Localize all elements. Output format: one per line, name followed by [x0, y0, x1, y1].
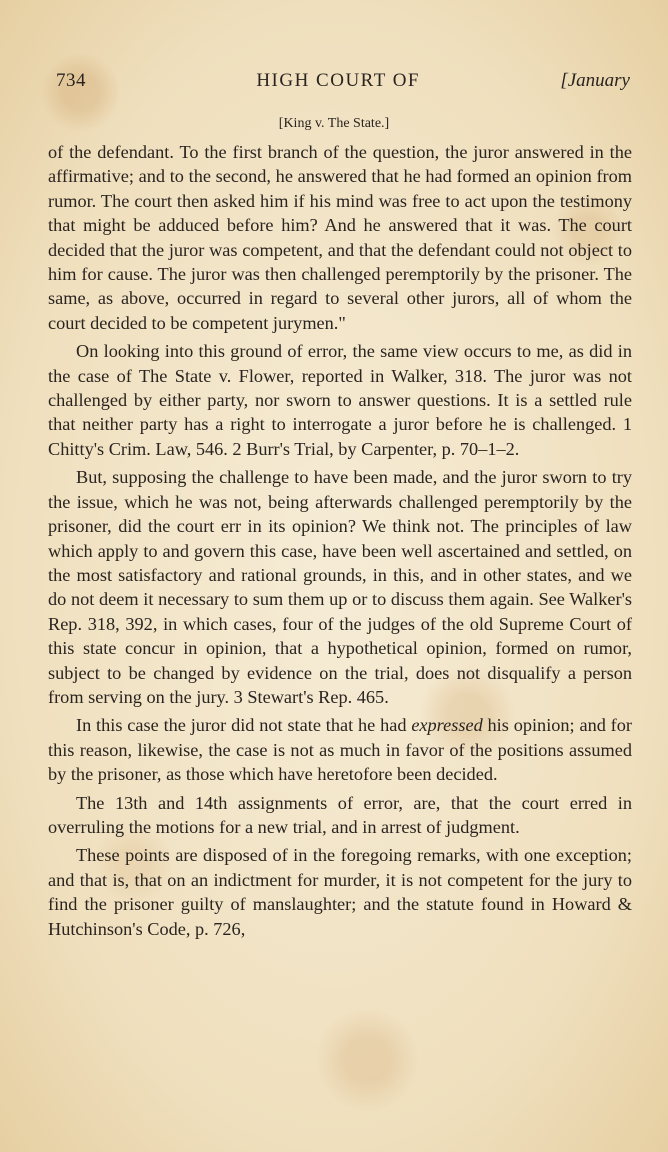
- paragraph-exception: These points are disposed of in the foregoing remarks, with one exception; and that is, that on an indictment for murder, it is not competent for the jury to find the prisoner guilty of manslaughter; and the statute found in Howard & Hutchinson's Code, p. 726,: [48, 845, 632, 939]
- body-text: [48, 140, 632, 941]
- paragraph-text-before: In this case the juror did not state that he had: [76, 715, 412, 736]
- paragraph-assignments: The 13th and 14th assignments of error, are, that the court erred in overruling the motions for a new trial, and in arrest of judgment.: [48, 792, 632, 837]
- running-title: HIGH COURT OF: [256, 70, 421, 91]
- emphasized-word: expressed: [411, 715, 483, 736]
- paragraph-expressed-opinion: [48, 713, 632, 786]
- page-number: 734: [56, 70, 86, 91]
- page-header: [56, 70, 630, 102]
- paragraph-ground-of-error: On looking into this ground of error, the same view occurs to me, as did in the case of The State v. Flower, reported in Walker, 318. The juror was not challenged by either party, nor sworn to answer questions. It is a settled rule that neither party has a right to interrogate a juror before he is challenged. 1 Chitty's Crim. Law, 546. 2 Burr's Trial, by Carpenter, p. 70–1–2.: [48, 341, 632, 459]
- running-date: [January: [560, 70, 630, 91]
- paragraph-challenge: But, supposing the challenge to have been made, and the juror sworn to try the issue, which he was not, being afterwards challenged peremptorily by the prisoner, did the court err in its opinion? We think not. The principles of law which apply to and govern this case, have been well ascertained and settled, on the most satisfactory and rational grounds, in this, and in other states, and we do not deem it necessary to sum them up or to discuss them again. See Walker's Rep. 318, 392, in which cases, four of the judges of the old Supreme Court of this state concur in opinion, that a hypothetical opinion, formed on rumor, subject to be changed by evidence on the trial, does not disqualify a person from serving on the jury. 3 Stewart's Rep. 465.: [48, 467, 632, 707]
- paragraph-continuation: of the defendant. To the first branch of the question, the juror answered in the affirmative; and to the second, he answered that he had formed an opinion from rumor. The court then asked him if his mind was free to act upon the testimony that might be adduced before him? And he answered that it was. The court decided that the juror was competent, and that the defendant could not object to him for cause. The juror was then challenged peremptorily by the prisoner. The same, as above, occurred in regard to several other jurors, all of whom the court decided to be competent jurymen.": [48, 142, 632, 333]
- paragraph-text-after: his opinion; and for this reason, likewise, the case is not as much in favor of the positions assumed by the prisoner, as those which have heretofore been decided.: [48, 715, 632, 785]
- case-caption: [King v. The State.]: [278, 116, 390, 131]
